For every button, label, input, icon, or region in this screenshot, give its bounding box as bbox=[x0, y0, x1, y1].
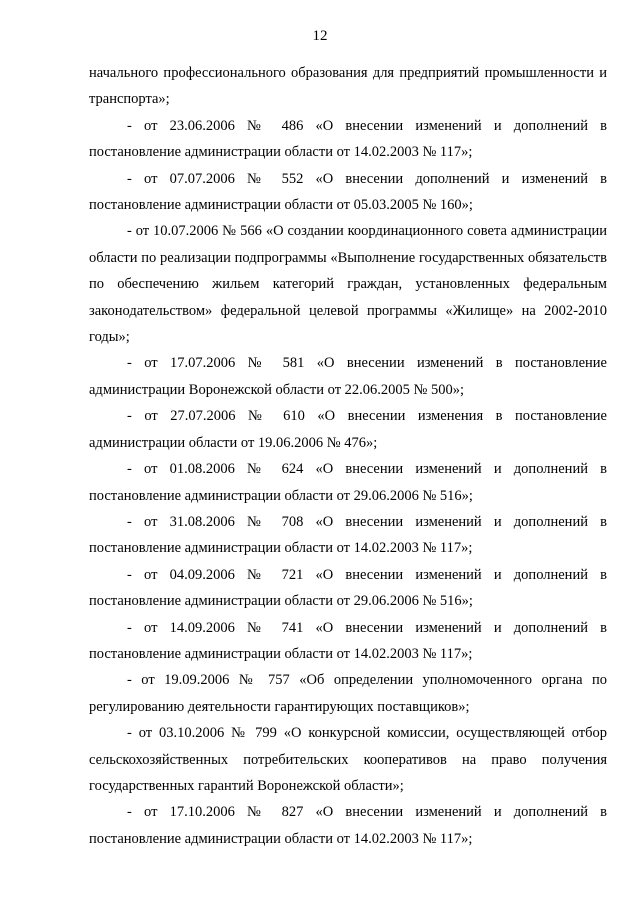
list-item: - от 04.09.2006 № 721 «О внесении изменений и дополнений в постановление администрации области от 29.06.2006 № 516»; bbox=[89, 566, 607, 610]
list-item: - от 19.09.2006 № 757 «Об определении уполномоченного органа по регулированию деятельности гарантирующих поставщиков»; bbox=[89, 672, 607, 715]
list-item: - от 23.06.2006 № 486 «О внесении изменений и дополнений в постановление администрации области от 14.02.2003 № 117»; bbox=[89, 117, 607, 161]
list-item: - от 03.10.2006 № 799 «О конкурсной комиссии, осуществляющей отбор сельскохозяйственных потребительских кооперативов на право получения государственных гарантий Воронежской области»; bbox=[89, 725, 607, 794]
list-item: - от 17.10.2006 № 827 «О внесении изменений и дополнений в постановление администрации области от 14.02.2003 № 117»; bbox=[89, 804, 607, 847]
list-item: - от 31.08.2006 № 708 «О внесении изменений и дополнений в постановление администрации области от 14.02.2003 № 117»; bbox=[89, 513, 607, 557]
page-number: 12 bbox=[312, 28, 328, 44]
list-item: - от 07.07.2006 № 552 «О внесении дополнений и изменений в постановление администрации области от 05.03.2005 № 160»; bbox=[89, 170, 607, 214]
document-body bbox=[89, 60, 607, 852]
list-item: - от 17.07.2006 № 581 «О внесении изменений в постановление администрации Воронежской области от 22.06.2005 № 500»; bbox=[89, 355, 607, 398]
list-item: - от 14.09.2006 № 741 «О внесении изменений и дополнений в постановление администрации области от 14.02.2003 № 117»; bbox=[89, 619, 607, 662]
paragraph-continuation: начального профессионального образования для предприятий промышленности и транспорта»; bbox=[89, 65, 607, 108]
list-item: - от 10.07.2006 № 566 «О создании координационного совета администрации области по реализации подпрограммы «Выполнение государственных обязательств по обеспечению жильем категорий граждан, установленных федеральным законодательством» федеральной целевой программы «Жилище» на 2002-2010 годы»; bbox=[89, 223, 607, 346]
list-item: - от 01.08.2006 № 624 «О внесении изменений и дополнений в постановление администрации области от 29.06.2006 № 516»; bbox=[89, 461, 607, 504]
list-item: - от 27.07.2006 № 610 «О внесении изменения в постановление администрации области от 19.06.2006 № 476»; bbox=[89, 408, 607, 451]
